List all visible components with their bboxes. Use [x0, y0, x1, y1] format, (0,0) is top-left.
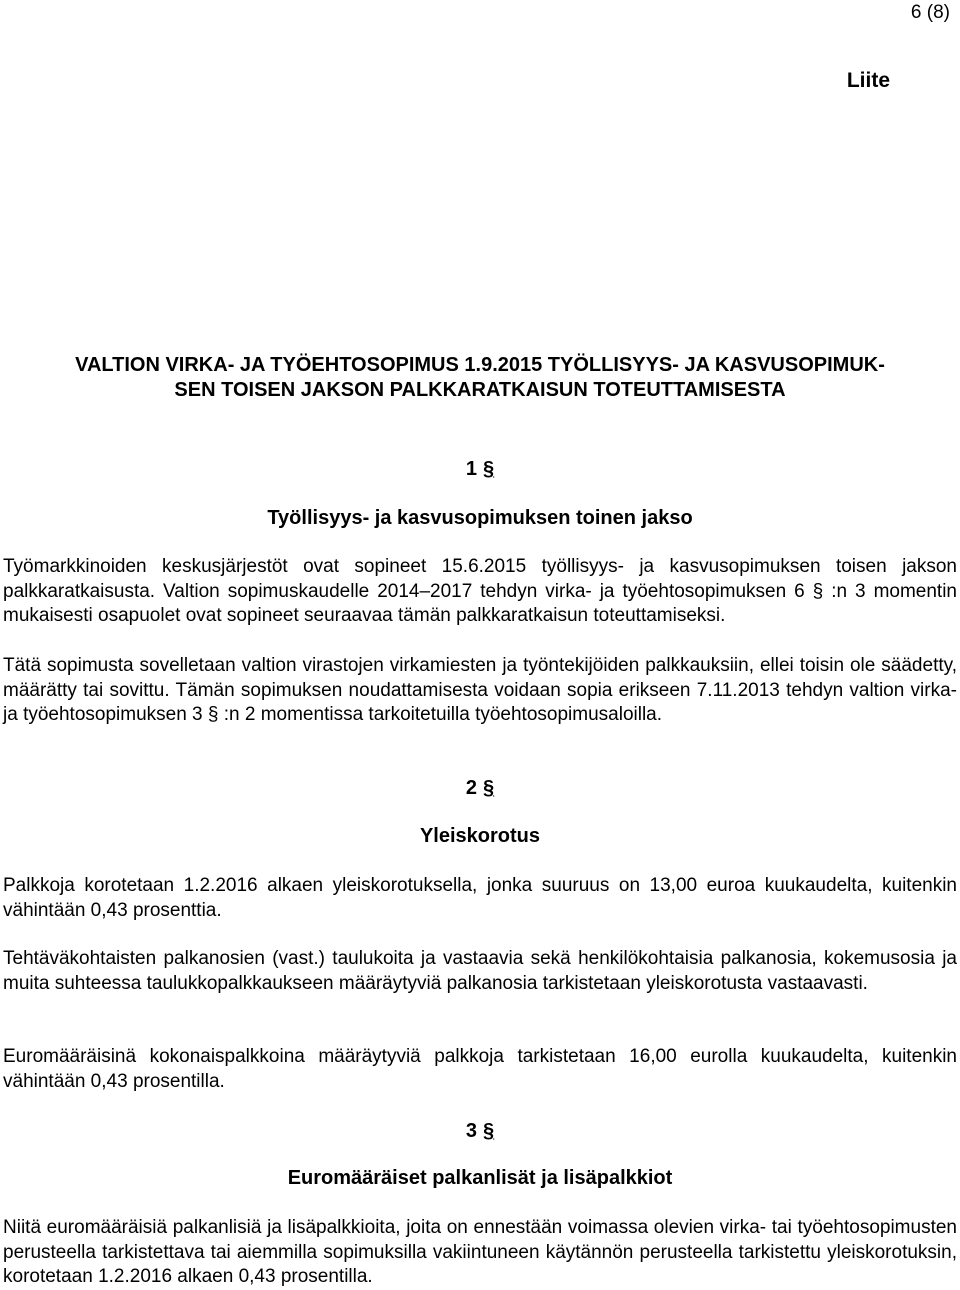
attachment-label: Liite [846, 69, 890, 92]
section-1-number [0, 458, 960, 481]
section-2-number [0, 777, 960, 800]
section-2-heading: Yleiskorotus [419, 825, 541, 847]
section-symbol: § [483, 1120, 495, 1142]
section-number: 1 [465, 458, 477, 480]
section-3-heading: Euromääräiset palkanlisät ja lisäpalkkiot [287, 1167, 673, 1189]
section-3-number [0, 1120, 960, 1143]
document-title-line-1: VALTION VIRKA- JA TYÖEHTOSOPIMUS 1.9.2015 TYÖLLISYYS- JA KASVUSOPIMUK- [75, 354, 885, 376]
document-title [10, 353, 950, 403]
section-symbol: § [483, 777, 495, 799]
section-1-paragraph-2: Tätä sopimusta sovelletaan valtion virastojen virkamiesten ja työntekijöiden palkkauksiin, ellei toisin ole säädetty, määrätty tai sovittu. Tämän sopimuksen noudattamisesta voidaan sopia erikseen 7.11.2013 tehdyn valtion virka- ja työehtosopimuksen 3 § :n 2 momentissa tarkoitetuilla työehtosopimusaloilla. [3, 655, 957, 726]
section-1-paragraph-1: Työmarkkinoiden keskusjärjestöt ovat sopineet 15.6.2015 työllisyys- ja kasvusopimuksen toisen jakson palkkaratkaisusta. Valtion sopimuskaudelle 2014–2017 tehdyn virka- ja työehtosopimuksen 6 § :n 3 momentin mukaisesti osapuolet ovat sopineet seuraavaa tämän palkkaratkaisun toteuttamiseksi. [3, 556, 957, 627]
section-2-paragraph-3: Euromääräisinä kokonaispalkkoina määräytyviä palkkoja tarkistetaan 16,00 eurolla kuukaudelta, kuitenkin vähintään 0,43 prosentilla. [3, 1046, 957, 1092]
document-title-line-2: SEN TOISEN JAKSON PALKKARATKAISUN TOTEUTTAMISESTA [174, 379, 786, 401]
section-symbol: § [483, 458, 495, 480]
section-1-heading: Työllisyys- ja kasvusopimuksen toinen jakso [267, 507, 693, 529]
section-number: 2 [465, 777, 477, 799]
section-number: 3 [465, 1120, 477, 1142]
page-number: 6 (8) [910, 2, 950, 23]
section-2-paragraph-2: Tehtäväkohtaisten palkanosien (vast.) taulukoita ja vastaavia sekä henkilökohtaisia palkanosia, kokemusosia ja muita suhteessa taulukkopalkkaukseen määräytyviä palkanosia tarkistetaan yleiskorotusta vastaavasti. [3, 948, 957, 994]
section-2-paragraph-1: Palkkoja korotetaan 1.2.2016 alkaen yleiskorotuksella, jonka suuruus on 13,00 euroa kuukaudelta, kuitenkin vähintään 0,43 prosenttia. [3, 875, 957, 921]
section-3-paragraph-1: Niitä euromääräisiä palkanlisiä ja lisäpalkkioita, joita on ennestään voimassa olevien virka- tai työehtosopimusten perusteella tarkistettava tai aiemmilla sopimuksilla vakiintuneen käytännön perusteella tarkistettu yleiskorotuksin, korotetaan 1.2.2016 alkaen 0,43 prosentilla. [3, 1217, 957, 1288]
